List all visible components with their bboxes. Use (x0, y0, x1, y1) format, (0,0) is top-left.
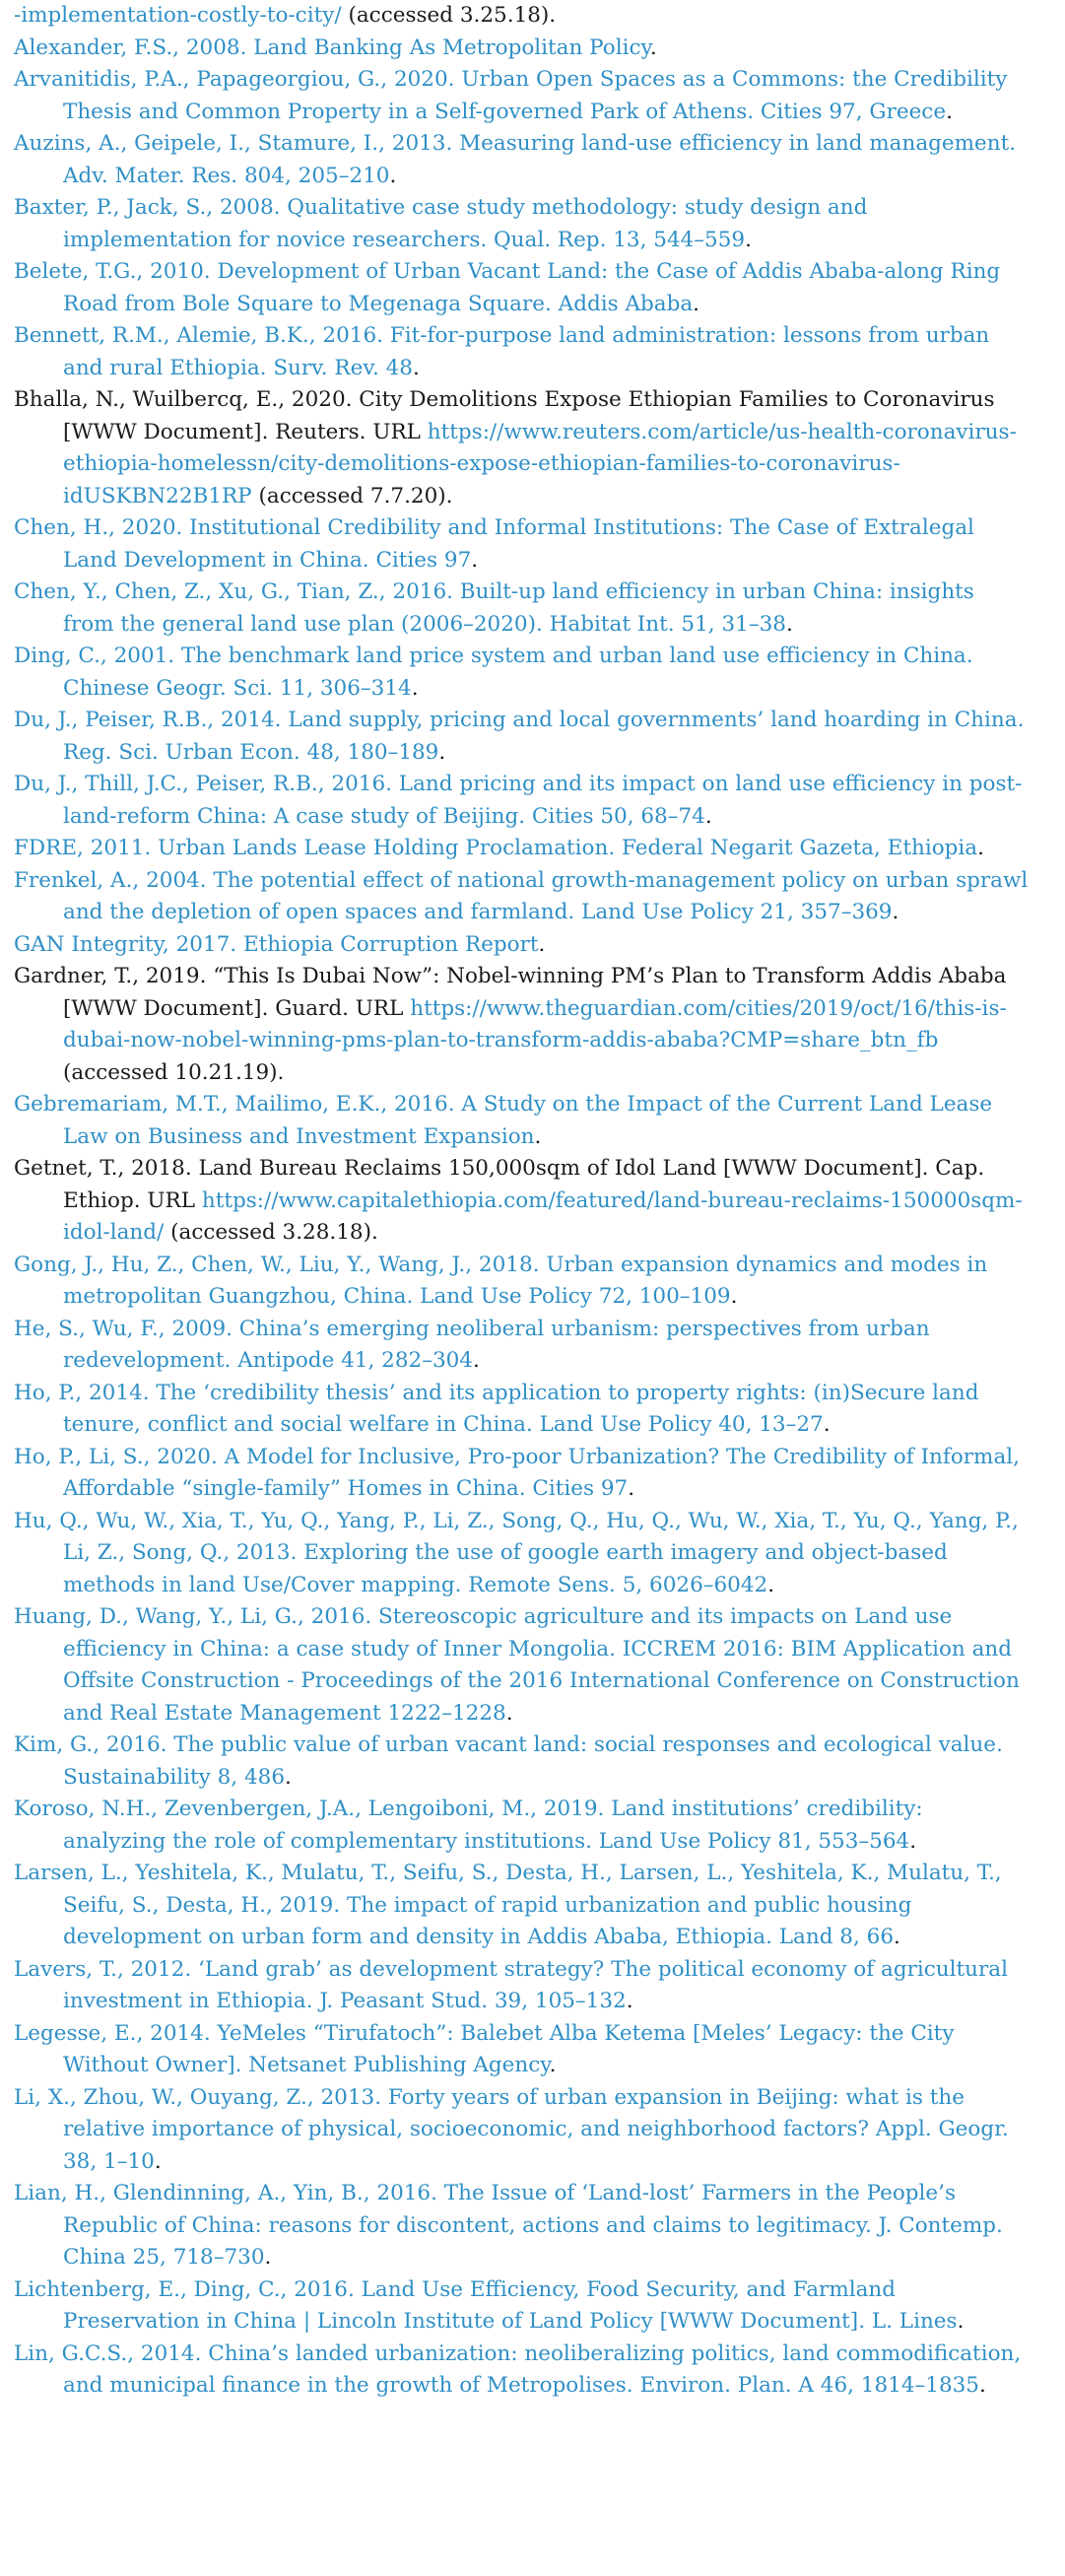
reference-link[interactable]: Auzins, A., Geipele, I., Stamure, I., 2013. Measuring land-use efficiency in land management. Adv. Mater. Res. 804, 205–210 (14, 131, 1017, 188)
reference-entry (14, 512, 1032, 576)
reference-link[interactable]: https://www.capitalethiopia.com/featured/land-bureau-reclaims-150000sqm-idol-land/ (63, 1187, 1023, 1245)
reference-text: . (767, 1572, 775, 1597)
reference-link[interactable]: Larsen, L., Yeshitela, K., Mulatu, T., Seifu, S., Desta, H., Larsen, L., Yeshitela, K., Mulatu, T., Seifu, S., Desta, H., 2019. The impact of rapid urbanization and public housing development on urban form and density in Addis Ababa, Ethiopia. Land 8, 66 (14, 1861, 1002, 1949)
reference-link[interactable]: Chen, H., 2020. Institutional Credibility and Informal Institutions: The Case of Extralegal Land Development in China. Cities 97 (14, 515, 974, 573)
reference-text: . (785, 611, 793, 637)
reference-entry (14, 1153, 1032, 1250)
reference-entry (14, 320, 1032, 384)
reference-entry (14, 384, 1032, 512)
reference-link[interactable]: -implementation-costly-to-city/ (14, 3, 342, 28)
reference-text: . (649, 34, 657, 60)
reference-link[interactable]: https://www.reuters.com/article/us-health-coronavirus-ethiopia-homelessn/city-demolitions-expose-ethiopian-families-to-coronavirus-idUSKBN22B1RP (63, 419, 1017, 508)
reference-text: Getnet, T., 2018. Land Bureau Reclaims 150,000sqm of Idol Land [WWW Document]. Cap. Ethiop. URL (14, 1156, 985, 1213)
reference-entry (14, 256, 1032, 320)
reference-entry (14, 192, 1032, 256)
reference-entry (14, 128, 1032, 192)
reference-entry (14, 1601, 1032, 1729)
reference-link[interactable]: Ding, C., 2001. The benchmark land price system and urban land use efficiency in China. Chinese Geogr. Sci. 11, 306–314 (14, 644, 973, 701)
reference-entry (14, 705, 1032, 769)
reference-link[interactable]: Lavers, T., 2012. ‘Land grab’ as development strategy? The political economy of agricultural investment in Ethiopia. J. Peasant Stud. 39, 105–132 (14, 1956, 1008, 2013)
reference-link[interactable]: FDRE, 2011. Urban Lands Lease Holding Proclamation. Federal Negarit Gazeta, Ethiopia (14, 836, 978, 860)
reference-entry (14, 1506, 1032, 1602)
reference-text: . (505, 1700, 513, 1726)
reference-link[interactable]: Lin, G.C.S., 2014. China’s landed urbanization: neoliberalizing politics, land commodification, and municipal finance in the growth of Metropolises. Environ. Plan. A 46, 1814–1835 (14, 2340, 1022, 2398)
reference-link[interactable]: Koroso, N.H., Zevenbergen, J.A., Lengoiboni, M., 2019. Land institutions’ credibility: analyzing the role of complementary institutions. Land Use Policy 81, 553–564 (14, 1796, 923, 1854)
reference-entry (14, 1858, 1032, 1954)
reference-text: . (264, 2245, 272, 2270)
reference-link[interactable]: Ho, P., 2014. The ‘credibility thesis’ and its application to property rights: (in)Secure land tenure, conflict and social welfare in China. Land Use Policy 40, 13–27 (14, 1380, 979, 1437)
reference-link[interactable]: Lian, H., Glendinning, A., Yin, B., 2016. The Issue of ‘Land-lost’ Farmers in the People’s Republic of China: reasons for discontent, actions and claims to legitimacy. J. Contemp. China 25, 718–730 (14, 2181, 1003, 2270)
reference-link[interactable]: Arvanitidis, P.A., Papageorgiou, G., 2020. Urban Open Spaces as a Commons: the Credibility Thesis and Common Property in a Self-governed Park of Athens. Cities 97, Greece (14, 67, 1008, 124)
reference-link[interactable]: Huang, D., Wang, Y., Li, G., 2016. Stereoscopic agriculture and its impacts on Land use efficiency in China: a case study of Inner Mongolia. ICCREM 2016: BIM Application and Offsite Construction - Proceedings of the 2016 International Conference on Construction and Real Estate Management 1222–1228 (14, 1604, 1020, 1726)
reference-entry (14, 769, 1032, 833)
reference-entry (14, 1250, 1032, 1314)
reference-text: . (534, 1123, 542, 1149)
reference-text: . (285, 1764, 292, 1790)
reference-entry (14, 641, 1032, 705)
reference-text: . (412, 355, 420, 380)
reference-link[interactable]: He, S., Wu, F., 2009. China’s emerging neoliberal urbanism: perspectives from urban redevelopment. Antipode 41, 282–304 (14, 1316, 930, 1373)
reference-text: (accessed 3.28.18). (164, 1220, 378, 1245)
reference-text: . (389, 163, 397, 188)
reference-link[interactable]: Baxter, P., Jack, S., 2008. Qualitative case study methodology: study design and implementation for novice researchers. Qual. Rep. 13, 544–559 (14, 195, 868, 252)
reference-text: (accessed 10.21.19). (63, 1059, 285, 1085)
reference-text: . (977, 836, 984, 860)
reference-entry (14, 961, 1032, 1089)
reference-entry (14, 1954, 1032, 2018)
reference-link[interactable]: Gebremariam, M.T., Mailimo, E.K., 2016. A Study on the Impact of the Current Land Lease Law on Business and Investment Expansion (14, 1092, 993, 1149)
reference-link[interactable]: Chen, Y., Chen, Z., Xu, G., Tian, Z., 2016. Built-up land efficiency in urban China: insights from the general land use plan (2006–2020). Habitat Int. 51, 31–38 (14, 579, 974, 637)
reference-entry (14, 64, 1032, 128)
reference-link[interactable]: Du, J., Thill, J.C., Peiser, R.B., 2016. Land pricing and its impact on land use efficiency in post-land-reform China: A case study of Beijing. Cities 50, 68–74 (14, 772, 1023, 829)
reference-text: . (894, 1925, 900, 1949)
reference-entry (14, 1314, 1032, 1378)
reference-text: . (892, 900, 899, 924)
reference-link[interactable]: https://www.theguardian.com/cities/2019/oct/16/this-is-dubai-now-nobel-winning-pms-plan-to-transform-addis-ababa?CMP=share_btn_fb (63, 995, 1007, 1052)
reference-text: . (628, 1476, 635, 1501)
reference-text: . (693, 291, 699, 316)
reference-entry (14, 929, 1032, 962)
reference-link[interactable]: Lichtenberg, E., Ding, C., 2016. Land Use Efficiency, Food Security, and Farmland Preservation in China | Lincoln Institute of Land Policy [WWW Document]. L. Lines (14, 2276, 958, 2334)
reference-link[interactable]: GAN Integrity, 2017. Ethiopia Corruption Report (14, 931, 539, 957)
reference-text: (accessed 7.7.20). (251, 483, 453, 508)
reference-text: . (471, 547, 479, 573)
reference-link[interactable]: Li, X., Zhou, W., Ouyang, Z., 2013. Forty years of urban expansion in Beijing: what is the relative importance of physical, socioeconomic, and neighborhood factors? Appl. Geogr. 38, 1–10 (14, 2084, 1009, 2174)
reference-link[interactable]: Gong, J., Hu, Z., Chen, W., Liu, Y., Wang, J., 2018. Urban expansion dynamics and modes in metropolitan Guangzhou, China. Land Use Policy 72, 100–109 (14, 1252, 988, 1309)
reference-text: Gardner, T., 2019. “This Is Dubai Now”: Nobel-winning PM’s Plan to Transform Addis Ababa [WWW Document]. Guard. URL (14, 964, 1007, 1021)
reference-entry (14, 1729, 1032, 1794)
reference-link[interactable]: Hu, Q., Wu, W., Xia, T., Yu, Q., Yang, P., Li, Z., Song, Q., Hu, Q., Wu, W., Xia, T., Yu, Q., Yang, P., Li, Z., Song, Q., 2013. Exploring the use of google earth imagery and object-based methods in land Use/Cover mapping. Remote Sens. 5, 6026–6042 (14, 1508, 1019, 1597)
reference-text: . (823, 1412, 831, 1437)
reference-entry (14, 2339, 1032, 2403)
reference-entry (14, 1442, 1032, 1506)
reference-entry (14, 576, 1032, 641)
reference-link[interactable]: Du, J., Peiser, R.B., 2014. Land supply, pricing and local governments’ land hoarding in China. Reg. Sci. Urban Econ. 48, 180–189 (14, 708, 1025, 765)
reference-text: (accessed 3.25.18). (341, 3, 557, 28)
reference-entry (14, 2274, 1032, 2339)
reference-entry (14, 1089, 1032, 1153)
reference-link[interactable]: Alexander, F.S., 2008. Land Banking As Metropolitan Policy (14, 34, 650, 60)
reference-link[interactable]: Belete, T.G., 2010. Development of Urban Vacant Land: the Case of Addis Ababa-along Ring Road from Bole Square to Megenaga Square. Addis Ababa (14, 259, 1001, 316)
reference-text: . (626, 1989, 633, 2013)
reference-text: . (957, 2309, 965, 2334)
reference-entry (14, 1378, 1032, 1442)
reference-entry (14, 2018, 1032, 2082)
reference-entry (14, 33, 1032, 65)
reference-entry (14, 865, 1032, 929)
reference-text: . (438, 739, 446, 765)
reference-text: . (909, 1828, 917, 1854)
reference-link[interactable]: Ho, P., Li, S., 2020. A Model for Inclusive, Pro-poor Urbanization? The Credibility of Informal, Affordable “single-family” Homes in China. Cities 97 (14, 1444, 1020, 1501)
reference-link[interactable]: Kim, G., 2016. The public value of urban vacant land: social responses and ecological value. Sustainability 8, 486 (14, 1732, 1003, 1790)
reference-text: . (472, 1348, 480, 1373)
reference-entry (14, 0, 1032, 33)
reference-entry (14, 833, 1032, 865)
reference-text: . (979, 2373, 986, 2398)
reference-text: . (946, 99, 953, 124)
reference-link[interactable]: Bennett, R.M., Alemie, B.K., 2016. Fit-for-purpose land administration: lessons from urban and rural Ethiopia. Surv. Rev. 48 (14, 323, 990, 380)
reference-link[interactable]: Legesse, E., 2014. YeMeles “Tirufatoch”: Balebet Alba Ketema [Meles’ Legacy: the City Without Owner]. Netsanet Publishing Agency (14, 2020, 955, 2077)
reference-entry (14, 1794, 1032, 1858)
reference-text: . (538, 931, 546, 957)
reference-text: . (549, 2053, 557, 2077)
reference-text: . (704, 803, 712, 829)
reference-text: Bhalla, N., Wuilbercq, E., 2020. City Demolitions Expose Ethiopian Families to Coronavirus [WWW Document]. Reuters. URL (14, 387, 995, 444)
reference-link[interactable]: Frenkel, A., 2004. The potential effect of national growth-management policy on urban sprawl and the depletion of open spaces and farmland. Land Use Policy 21, 357–369 (14, 867, 1029, 924)
reference-entry (14, 2082, 1032, 2179)
reference-text: . (745, 227, 752, 252)
reference-entry (14, 2178, 1032, 2274)
reference-text: . (154, 2148, 162, 2174)
reference-text: . (411, 675, 419, 701)
reference-text: . (730, 1284, 738, 1309)
